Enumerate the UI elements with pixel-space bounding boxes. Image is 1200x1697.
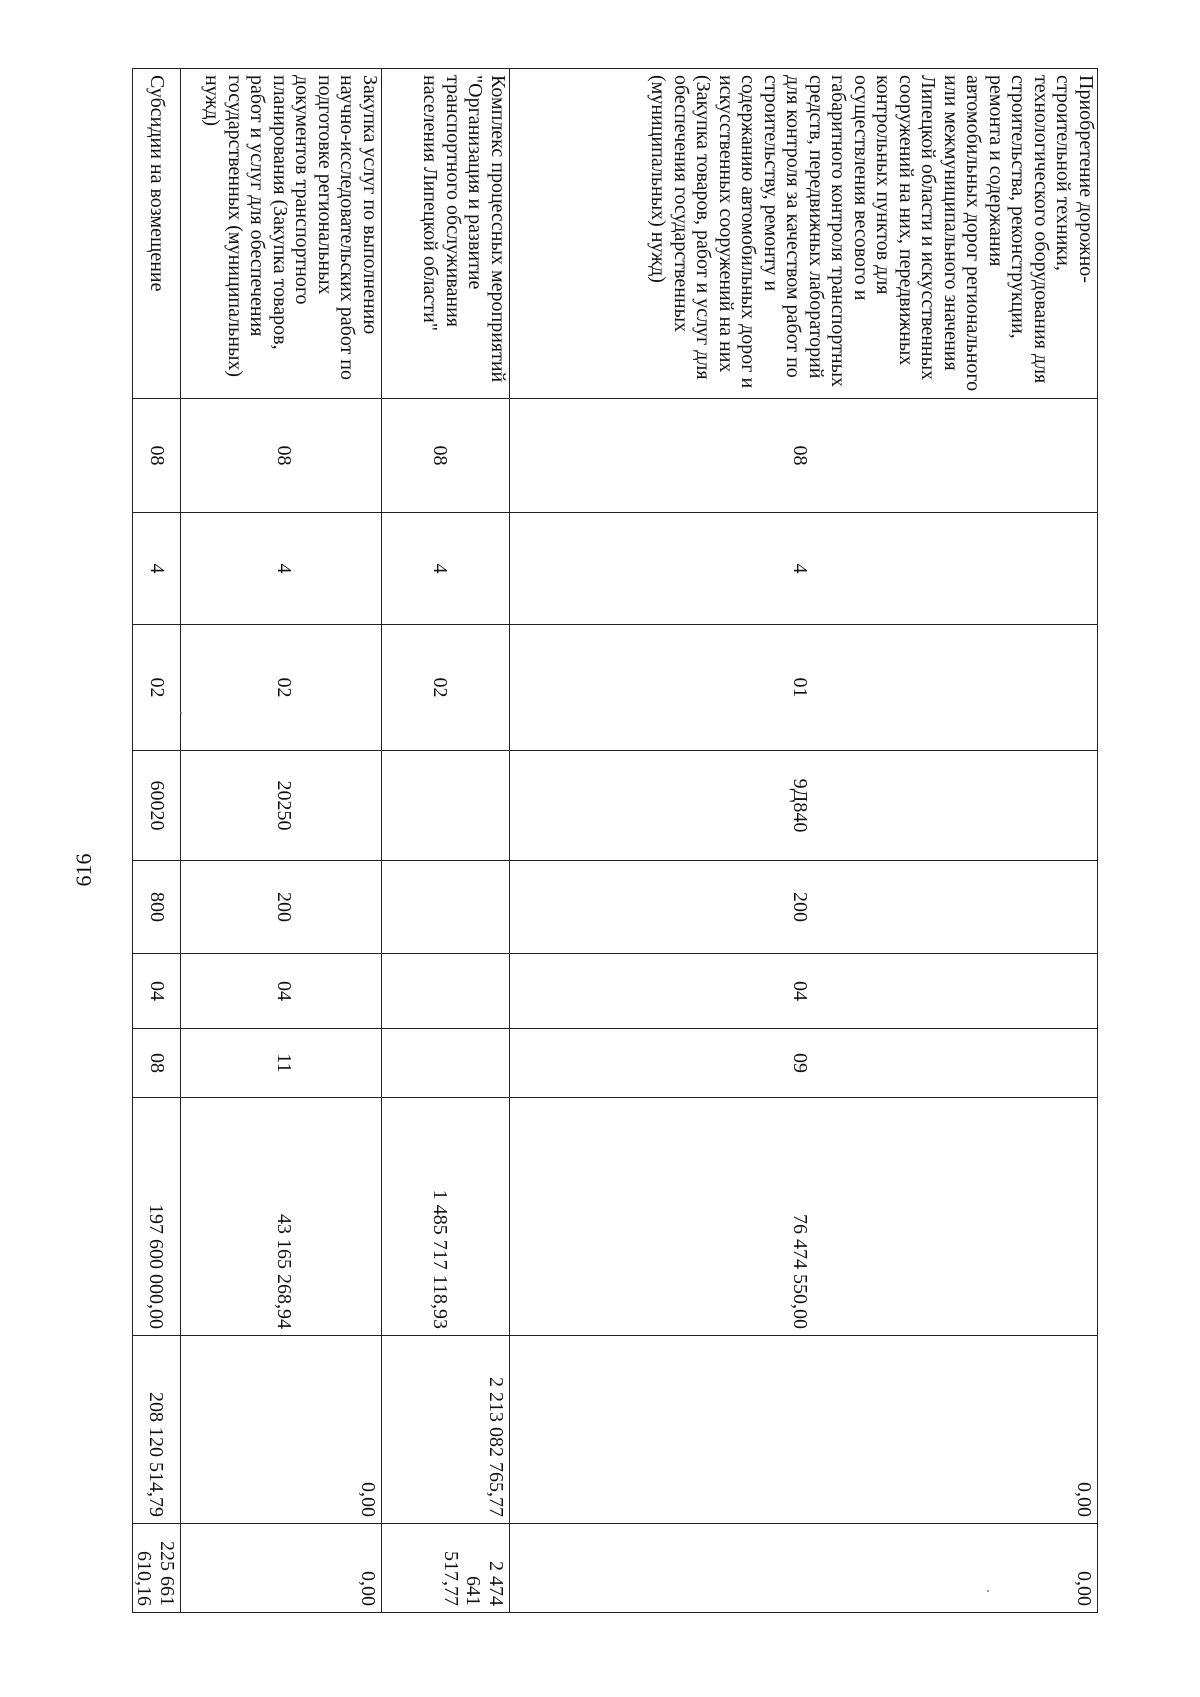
scan-speck [180, 712, 182, 714]
code-direction: 60020 [133, 751, 181, 861]
code-expense-type: 800 [133, 861, 181, 954]
row-description: Закупка услуг по выполнению научно-исследовательских работ по подготовке региональных документов транспортного планирования (Закупка товаров, работ и услуг для обеспечения государственных (муниципальных) нужд) [181, 69, 382, 399]
rotated-table-area [133, 68, 1098, 1612]
budget-table-container [133, 68, 1098, 1612]
table-row [181, 69, 382, 1613]
code-expense-type: 200 [510, 861, 1098, 954]
amount-year-1: 1 485 717 118,93 [382, 1098, 510, 1336]
row-description: Комплекс процессных мероприятий "Организация и развитие транспортного обслуживания населения Липецкой области" [382, 69, 510, 399]
code-subprogram: 01 [510, 625, 1098, 751]
row-description: Субсидии на возмещение [133, 69, 181, 399]
scan-speck [987, 1590, 989, 1592]
code-subsection: 08 [133, 1029, 181, 1098]
amount-year-3: 0,00 [181, 1524, 382, 1613]
amount-year-1: 43 165 268,94 [181, 1098, 382, 1336]
amount-year-3: 0,00 [510, 1524, 1098, 1613]
code-program-type: 4 [510, 513, 1098, 625]
page-number: 616 [71, 853, 96, 887]
code-program-type: 4 [133, 513, 181, 625]
amount-year-2: 0,00 [181, 1336, 382, 1524]
amount-year-2: 2 213 082 765,77 [382, 1336, 510, 1524]
amount-year-1: 76 474 550,00 [510, 1098, 1098, 1336]
code-chapter: 08 [133, 399, 181, 513]
code-expense-type: 200 [181, 861, 382, 954]
code-section: 04 [133, 954, 181, 1029]
code-program-type: 4 [382, 513, 510, 625]
amount-year-1: 197 600 000,00 [133, 1098, 181, 1336]
code-section [382, 954, 510, 1029]
code-subprogram: 02 [133, 625, 181, 751]
row-description: Приобретение дорожно-строительной техники, технологического оборудования для строительства, реконструкции, ремонта и содержания автомобильных дорог регионального или межмуниципального значения Липецкой области и искусственных сооружений на них, передвижных контрольных пунктов для осуществления весового и габаритного контроля транспортных средств, передвижных лабораторий для контроля за качеством работ по строительству, ремонту и содержанию автомобильных дорог и искусственных сооружений на них (Закупка товаров, работ и услуг для обеспечения государственных (муниципальных) нужд) [510, 69, 1098, 399]
table-row [510, 69, 1098, 1613]
code-subprogram: 02 [181, 625, 382, 751]
code-expense-type [382, 861, 510, 954]
code-subsection [382, 1029, 510, 1098]
amount-year-3: 225 661 610,16 [133, 1524, 181, 1613]
amount-year-2: 208 120 514,79 [133, 1336, 181, 1524]
code-chapter: 08 [382, 399, 510, 513]
code-chapter: 08 [510, 399, 1098, 513]
code-subsection: 09 [510, 1029, 1098, 1098]
code-subsection: 11 [181, 1029, 382, 1098]
code-subprogram: 02 [382, 625, 510, 751]
amount-year-2: 0,00 [510, 1336, 1098, 1524]
code-direction: 9Д840 [510, 751, 1098, 861]
code-chapter: 08 [181, 399, 382, 513]
amount-year-3: 2 474 641 517,77 [382, 1524, 510, 1613]
table-row [133, 69, 181, 1613]
table-row [382, 69, 510, 1613]
code-program-type: 4 [181, 513, 382, 625]
code-section: 04 [510, 954, 1098, 1029]
code-section: 04 [181, 954, 382, 1029]
code-direction [382, 751, 510, 861]
budget-table [132, 68, 1098, 1613]
code-direction: 20250 [181, 751, 382, 861]
